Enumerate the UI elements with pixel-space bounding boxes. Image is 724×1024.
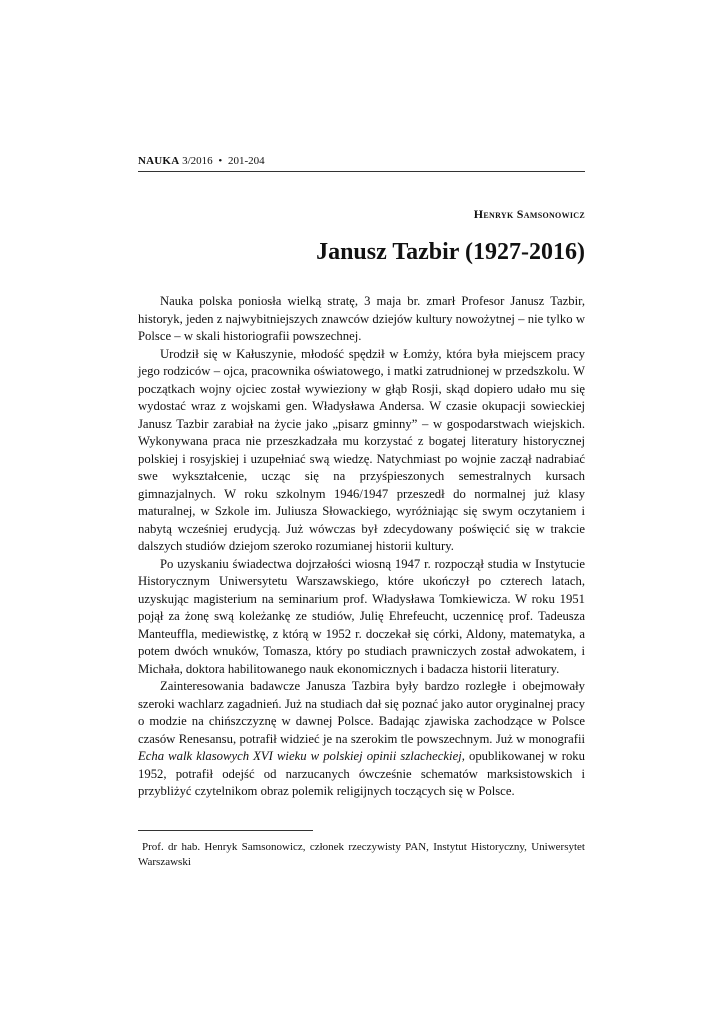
paragraph-3: Po uzyskaniu świadectwa dojrzałości wiosną 1947 r. rozpoczął studia w Instytucie Historycznym Uniwersytetu Warszawskiego, które ukończył po czterech latach, uzyskując magisterium na seminarium prof. Władysława Tomkiewicza. W roku 1951 pojął za żonę swą koleżankę ze studiów, Julię Ehrefeucht, uczennicę prof. Tadeusza Manteuffla, mediewistkę, z którą w 1952 r. doczekał się córki, Aldony, matematyka, a potem dwóch wnuków, Tomasza, który po studiach prawniczych został adwokatem, i Michała, doktora habilitowanego nauk ekonomicznych i badacza historii literatury. [138,556,585,676]
book-title: Echa walk klasowych XVI wieku w polskiej opinii szlacheckiej, [138,749,465,763]
article-body [138,293,585,801]
header-separator: • [218,155,223,167]
running-header [138,154,585,168]
author-footnote: Prof. dr hab. Henryk Samsonowicz, członek rzeczywisty PAN, Instytut Historyczny, Uniwersytet Warszawski [138,841,585,868]
paragraph-1: Nauka polska poniosła wielką stratę, 3 maja br. zmarł Profesor Janusz Tazbir, historyk, jeden z najwybitniejszych znawców dziejów kultury nowożytnej – nie tylko w Polsce – w skali historiografii powszechnej. [138,294,585,343]
header-rule [138,171,585,172]
paragraph-4-start: Zainteresowania badawcze Janusza Tazbira były bardzo rozległe i obejmowały szeroki wachlarz zagadnień. Już na studiach dał się poznać jako autor oryginalnej pracy o modzie na chińszczyznę w dawnej Polsce. Badając zjawiska zachodzące w Polsce czasów Renesansu, potrafił widzieć je na szerokim tle powszechnym. Już w monografii [138,679,585,746]
journal-issue: 3/2016 [182,155,213,167]
article-author: Henryk Samsonowicz [473,207,585,221]
footnote-rule [138,830,313,831]
paragraph-2: Urodził się w Kałuszynie, młodość spędził w Łomży, która była miejscem pracy jego rodziców – ojca, pracownika oświatowego, i matki zatrudnionej w przedszkolu. W początkach wojny ojciec został wywieziony w głąb Rosji, skąd dopiero udało mu się wydostać wraz z wojskami gen. Władysława Andersa. W czasie okupacji sowieckiej Janusz Tazbir zarabiał na życie jako „pisarz gminny” – w gospodarstwach wiejskich. Wykonywana praca nie przeszkadzała mu korzystać z bogatej literatury historycznej polskiej i rosyjskiej i uzupełniać swą wiedzę. Natychmiast po wojnie zaczął nadrabiać swe wykształcenie, ucząc się na przyśpieszonych semestralnych kursach gimnazjalnych. W roku szkolnym 1946/1947 przeszedł do normalnej już klasy maturalnej, w Szkole im. Juliusza Słowackiego, wyróżniając się swym oczytaniem i nabytą wcześniej erudycją. Już wówczas był zdecydowany poświęcić się w trakcie dalszych studiów dziejom szeroko rozumianej historii kultury. [138,346,585,553]
paragraph-4 [138,678,585,801]
paragraph-4-end: opublikowanej w roku 1952, potrafił odejść od narzucanych ówcześnie schematów marksistowskich i przybliżyć czytelnikom obraz polemik religijnych toczących się w Polsce. [138,749,585,798]
page-range: 201-204 [228,155,265,167]
article-title: Janusz Tazbir (1927-2016) [316,239,585,265]
journal-name: NAUKA [138,155,180,167]
